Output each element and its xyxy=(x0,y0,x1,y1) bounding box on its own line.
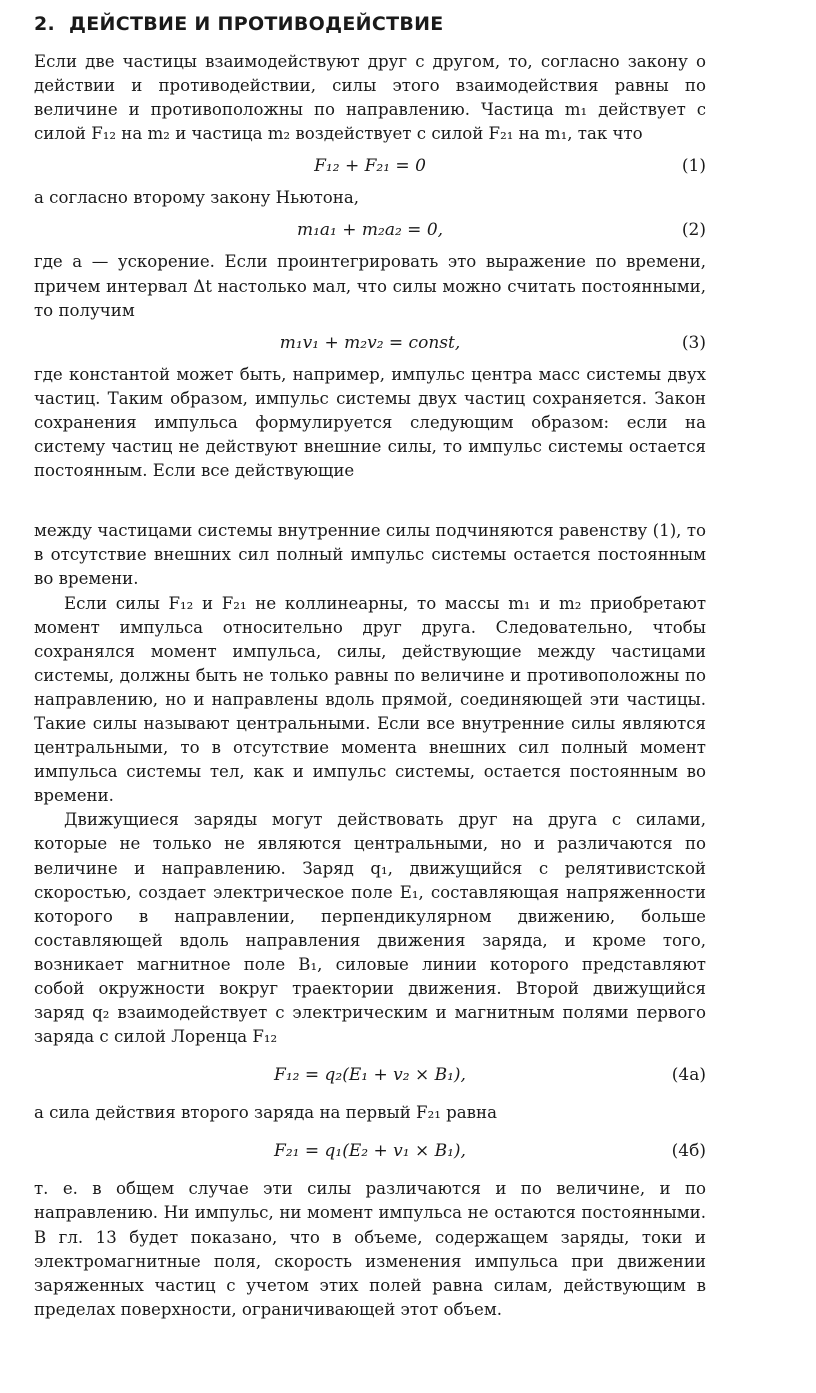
equation-4b xyxy=(34,1125,706,1177)
equation-2-formula: m₁a₁ + m₂a₂ = 0, xyxy=(296,220,444,241)
document-page xyxy=(34,6,706,1322)
paragraph-7: Движущиеся заряды могут действовать друг на друга с силами, которые не только не являются центральными, но и различаются по величине и направлению. Заряд q₁, движущийся с релятивистской скоростью, создает электрическое поле E₁, составляющая напряженности которого в направлении, перпендикулярном движению, больше составляющей вдоль направления движения заряда, и кроме того, возникает магнитное поле B₁, силовые линии которого представляют собой окружности вокруг траектории движения. Второй движущийся заряд q₂ взаимодействует с электрическим и магнитным полями первого заряда с силой Лоренца F₁₂ xyxy=(34,810,706,1047)
paragraph-9: т. е. в общем случае эти силы различаются и по величине, и по направлению. Ни импульс, ни момент импульса не остаются постоянными. В гл. 13 будет показано, что в объеме, содержащем заряды, токи и электромагнитные поля, скорость изменения импульса при движении заряженных частиц с учетом этих полей равна силам, действующим в пределах поверхности, ограничивающей этот объем. xyxy=(34,1179,706,1319)
paragraph-2: а согласно второму закону Ньютона, xyxy=(34,188,360,208)
equation-2-number: (2) xyxy=(681,220,706,241)
equation-4b-number: (4б) xyxy=(671,1141,706,1162)
page-break-gap xyxy=(34,483,706,519)
equation-1-number: (1) xyxy=(681,156,706,177)
equation-4a-number: (4а) xyxy=(671,1065,706,1086)
equation-4a xyxy=(34,1049,706,1101)
equation-1-formula: F₁₂ + F₂₁ = 0 xyxy=(314,156,426,177)
section-number: 2. xyxy=(34,13,56,35)
equation-4b-formula: F₂₁ = q₁(E₂ + v₁ × B₁), xyxy=(274,1141,466,1162)
paragraph-4: где константой может быть, например, импульс центра масс системы двух частиц. Таким образом, импульс системы двух частиц сохраняется. Закон сохранения импульса формулируется следующим образом: если на систему частиц не действуют внешние силы, то импульс системы остается постоянным. Если все действующие xyxy=(34,364,706,481)
paragraph-1: Если две частицы взаимодействуют друг с другом, то, согласно закону о действии и противодействии, силы этого взаимодействия равны по величине и противоположны по направлению. Частица m₁ действует с силой F₁₂ на m₂ и частица m₂ воздействует с силой F₂₁ на m₁, так что xyxy=(34,52,706,144)
paragraph-6: Если силы F₁₂ и F₂₁ не коллинеарны, то массы m₁ и m₂ приобретают момент импульса относительно друг друга. Следовательно, чтобы сохранялся момент импульса, силы, действующие между частицами системы, должны быть не только равны по величине и противоположны по направлению, но и направлены вдоль прямой, соединяющей эти частицы. Такие силы называют центральными. Если все внутренние силы являются центральными, то в отсутствие момента внешних сил полный момент импульса системы тел, как и импульс системы, остается постоянным во времени. xyxy=(34,593,706,806)
paragraph-3: где a — ускорение. Если проинтегрировать это выражение по времени, причем интервал Δt настолько мал, что силы можно считать постоянными, то получим xyxy=(34,252,706,320)
equation-2 xyxy=(34,210,706,250)
section-heading xyxy=(34,12,706,36)
equation-3-number: (3) xyxy=(681,332,706,353)
paragraph-5: между частицами системы внутренние силы подчиняются равенству (1), то в отсутствие внешних сил полный импульс системы остается постоянным во времени. xyxy=(34,521,706,589)
equation-4a-formula: F₁₂ = q₂(E₁ + v₂ × B₁), xyxy=(274,1065,466,1086)
section-title: ДЕЙСТВИЕ И ПРОТИВОДЕЙСТВИЕ xyxy=(69,13,444,35)
equation-3 xyxy=(34,323,706,363)
equation-3-formula: m₁v₁ + m₂v₂ = const, xyxy=(279,332,461,353)
paragraph-8: а сила действия второго заряда на первый F₂₁ равна xyxy=(34,1103,497,1123)
equation-1 xyxy=(34,146,706,186)
